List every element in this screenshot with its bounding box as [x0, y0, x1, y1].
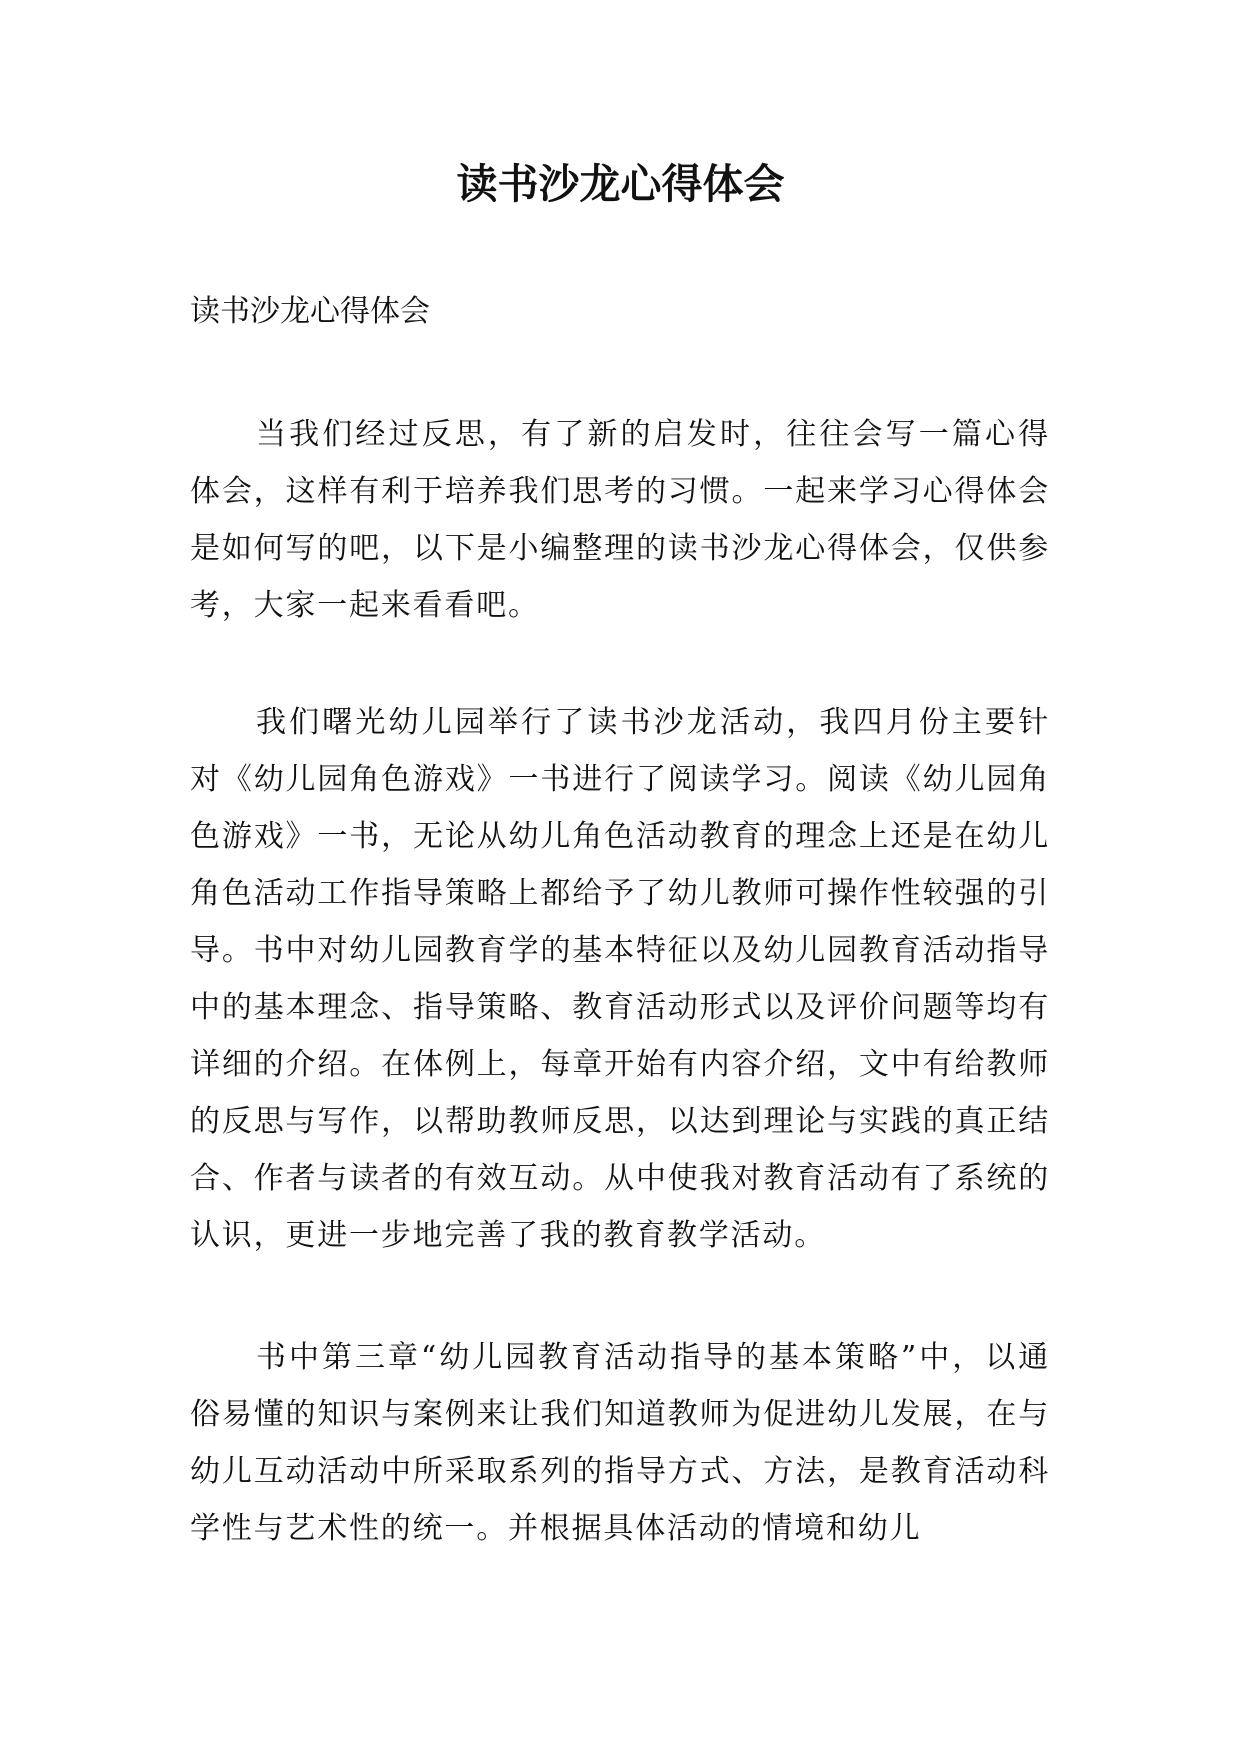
- paragraph-body-2: 书中第三章“幼儿园教育活动指导的基本策略”中，以通俗易懂的知识与案例来让我们知道教师为促进幼儿发展，在与幼儿互动活动中所采取系列的指导方式、方法，是教育活动科学性与艺术性的统一。并根据具体活动的情境和幼儿: [190, 1340, 1050, 1546]
- paragraph-body-1: 我们曙光幼儿园举行了读书沙龙活动，我四月份主要针对《幼儿园角色游戏》一书进行了阅读学习。阅读《幼儿园角色游戏》一书，无论从幼儿角色活动教育的理念上还是在幼儿角色活动工作指导策略上都给予了幼儿教师可操作性较强的引导。书中对幼儿园教育学的基本特征以及幼儿园教育活动指导中的基本理念、指导策略、教育活动形式以及评价问题等均有详细的介绍。在体例上，每章开始有内容介绍，文中有给教师的反思与写作，以帮助教师反思，以达到理论与实践的真正结合、作者与读者的有效互动。从中使我对教育活动有了系统的认识，更进一步地完善了我的教育教学活动。: [190, 705, 1050, 1253]
- paragraph-intro: 当我们经过反思，有了新的启发时，往往会写一篇心得体会，这样有利于培养我们思考的习惯。一起来学习心得体会是如何写的吧，以下是小编整理的读书沙龙心得体会，仅供参考，大家一起来看看吧。: [190, 417, 1050, 623]
- document-subtitle: 读书沙龙心得体会: [190, 294, 430, 329]
- document-title: 读书沙龙心得体会: [456, 160, 785, 208]
